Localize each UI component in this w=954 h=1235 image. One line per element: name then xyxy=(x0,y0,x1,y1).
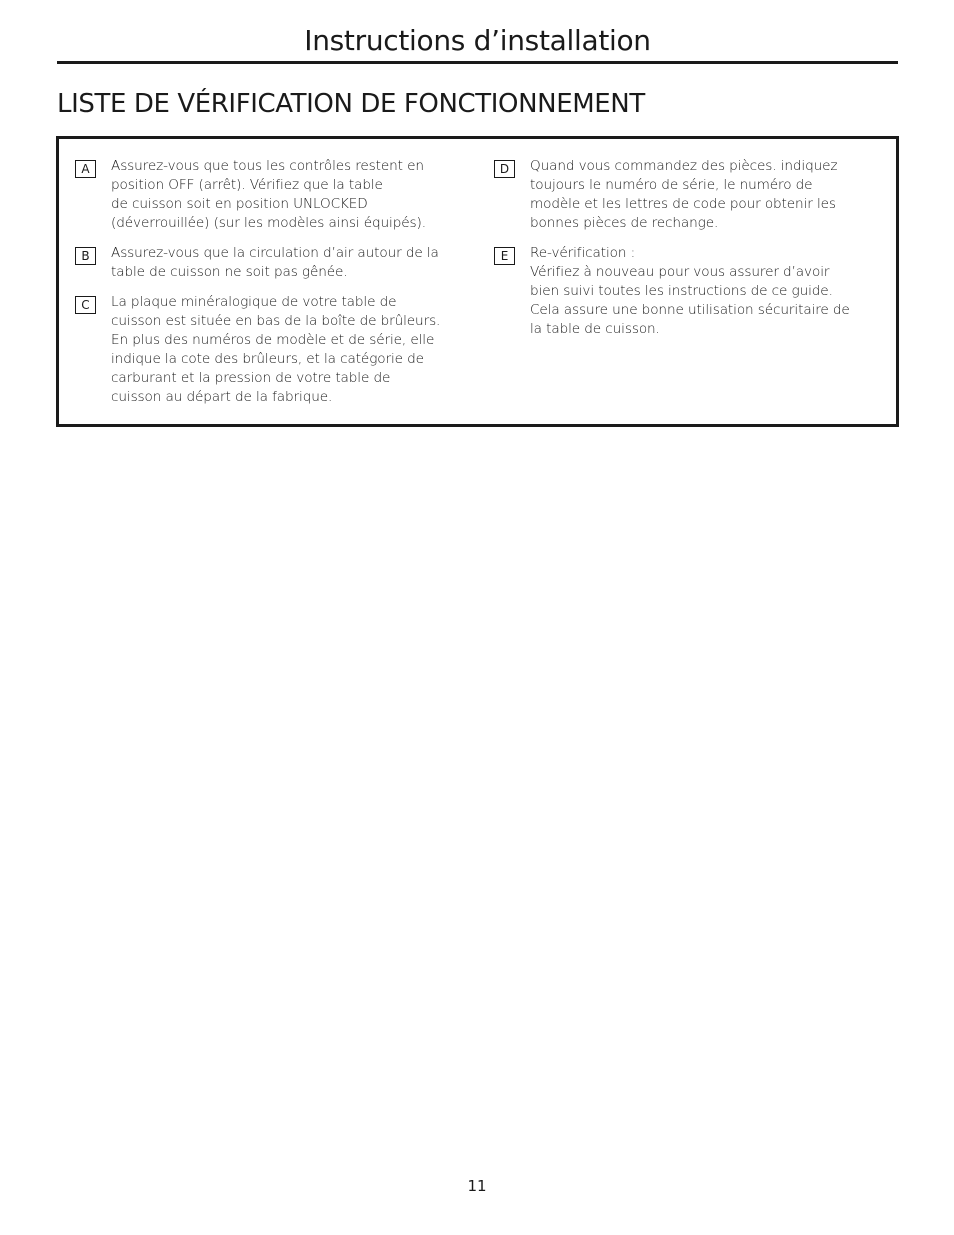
checklist-column-left xyxy=(75,157,470,418)
item-text-line: Cela assure une bonne utilisation sécuritaire de xyxy=(530,302,850,318)
item-letter-badge: A xyxy=(75,160,96,178)
item-text-line: Assurez-vous que tous les contrôles restent en xyxy=(111,158,424,174)
item-text-line: Re-vérification : xyxy=(530,245,636,261)
item-text-line: Quand vous commandez des pièces. indiquez xyxy=(530,158,838,174)
checklist-item-c xyxy=(75,293,470,407)
item-text-line: bonnes pièces de rechange. xyxy=(530,215,719,231)
item-text-line: carburant et la pression de votre table de xyxy=(111,370,391,386)
section-title: LISTE DE VÉRIFICATION DE FONCTIONNEMENT xyxy=(57,89,645,119)
item-text xyxy=(111,157,470,233)
item-text-line: cuisson au départ de la fabrique. xyxy=(111,389,333,405)
checklist-item-d xyxy=(494,157,879,233)
item-text-line: toujours le numéro de série, le numéro de xyxy=(530,177,813,193)
item-text-line: cuisson est située en bas de la boîte de brûleurs. xyxy=(111,313,441,329)
item-text-line: position OFF (arrêt). Vérifiez que la table xyxy=(111,177,383,193)
page-title: Instructions d’installation xyxy=(304,24,651,57)
item-text xyxy=(530,157,879,233)
checklist-item-a xyxy=(75,157,470,233)
page-header xyxy=(57,22,898,64)
item-text-line: de cuisson soit en position UNLOCKED xyxy=(111,196,368,212)
item-text-line: Vérifiez à nouveau pour vous assurer d’avoir xyxy=(530,264,830,280)
item-text xyxy=(111,244,470,282)
page-number: 11 xyxy=(467,1177,487,1195)
checklist-item-b xyxy=(75,244,470,282)
checklist-box xyxy=(56,136,899,427)
item-letter-badge: C xyxy=(75,296,96,314)
item-text-line: (déverrouillée) (sur les modèles ainsi équipés). xyxy=(111,215,426,231)
item-letter-badge: B xyxy=(75,247,96,265)
item-text xyxy=(111,293,470,407)
item-text xyxy=(530,244,879,339)
item-text-line: la table de cuisson. xyxy=(530,321,660,337)
item-text-line: modèle et les lettres de code pour obtenir les xyxy=(530,196,836,212)
checklist-column-right xyxy=(494,157,879,350)
item-text-line: table de cuisson ne soit pas gênée. xyxy=(111,264,348,280)
item-text-line: bien suivi toutes les instructions de ce guide. xyxy=(530,283,833,299)
checklist-item-e xyxy=(494,244,879,339)
item-text-line: Assurez-vous que la circulation d’air autour de la xyxy=(111,245,439,261)
item-text-line: indique la cote des brûleurs, et la catégorie de xyxy=(111,351,424,367)
item-letter-badge: D xyxy=(494,160,515,178)
item-text-line: La plaque minéralogique de votre table de xyxy=(111,294,397,310)
item-letter-badge: E xyxy=(494,247,515,265)
item-text-line: En plus des numéros de modèle et de série, elle xyxy=(111,332,435,348)
